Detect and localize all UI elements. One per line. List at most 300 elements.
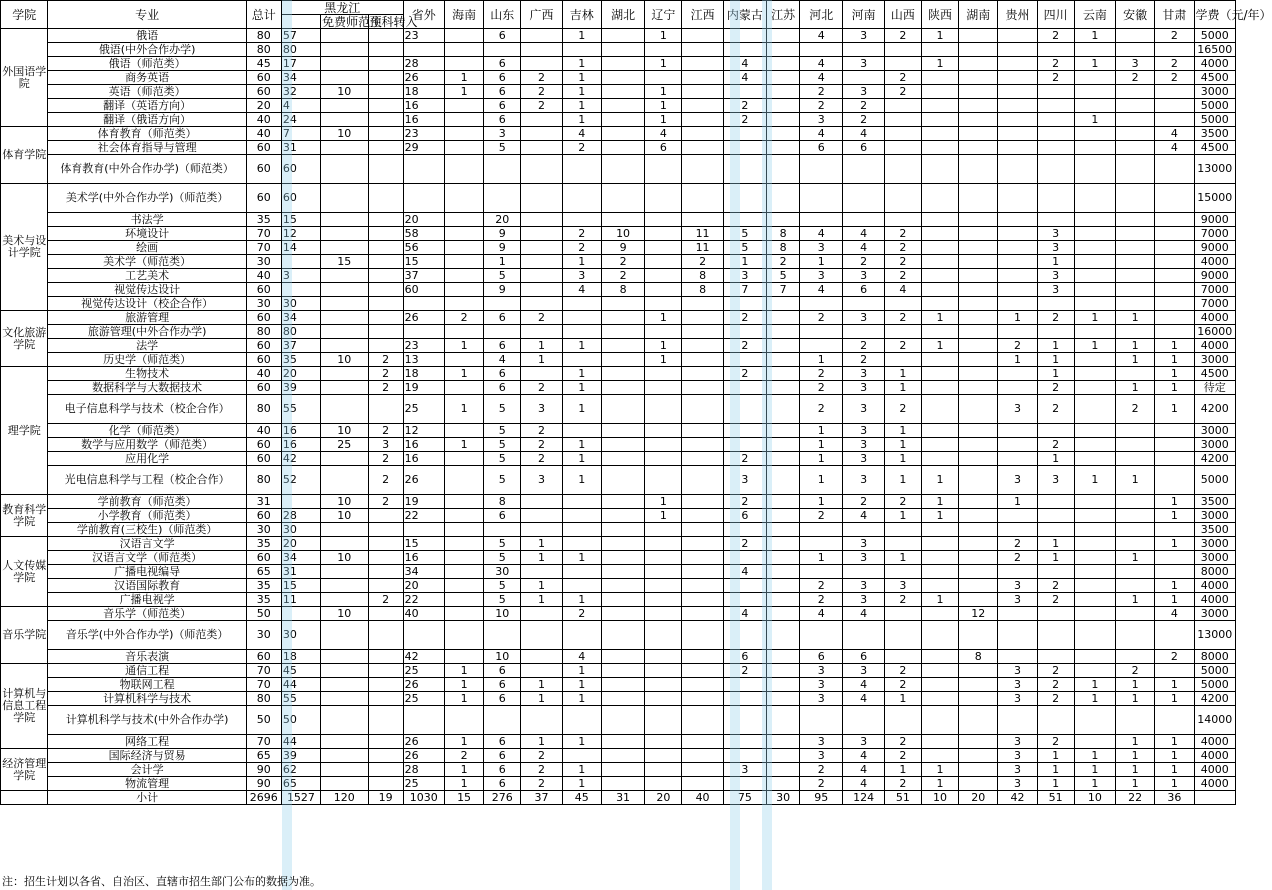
province-cell: 2 [1037,57,1074,71]
province-cell [921,227,958,241]
province-cell [921,241,958,255]
province-cell: 4 [723,607,766,621]
province-cell [444,283,483,297]
total-cell: 40 [246,424,281,438]
province-cell: 2 [998,339,1037,353]
province-cell [921,297,958,311]
province-cell [601,777,644,791]
province-cell [1116,29,1155,43]
mianfei-cell [321,593,368,607]
major-cell: 历史学（师范类） [48,353,246,367]
province-cell [645,241,682,255]
college-cell: 教育科学学院 [1,495,48,537]
province-cell: 1 [800,495,843,509]
province-cell: 2 [1037,664,1074,678]
province-cell [723,395,766,424]
shengwai-cell: 26 [403,678,444,692]
province-cell: 1 [884,763,921,777]
heilongjiang-cell: 20 [281,367,320,381]
province-cell: 1 [645,57,682,71]
province-cell: 2 [1037,438,1074,452]
province-cell [800,325,843,339]
shengwai-cell: 20 [403,579,444,593]
province-cell [601,749,644,763]
header-yuke: 预科转入 [369,14,418,29]
province-cell: 2 [884,495,921,509]
province-cell: 6 [484,664,521,678]
province-cell: 1 [800,424,843,438]
province-cell [682,311,723,325]
province-cell [444,650,483,664]
total-cell: 90 [246,777,281,791]
province-cell [645,227,682,241]
province-cell [484,325,521,339]
province-cell: 2 [444,311,483,325]
province-cell [601,735,644,749]
fee-cell: 3000 [1194,537,1235,551]
major-cell: 旅游管理(中外合作办学) [48,325,246,339]
province-cell [1116,297,1155,311]
province-cell: 3 [843,395,884,424]
province-cell [645,213,682,227]
heilongjiang-cell: 39 [281,749,320,763]
province-cell [998,255,1037,269]
province-cell: 1 [521,735,562,749]
province-cell [1116,85,1155,99]
province-cell [521,621,562,650]
province-cell [645,565,682,579]
province-cell [1116,184,1155,213]
province-cell: 1 [1155,339,1194,353]
province-cell [1074,227,1115,241]
province-cell [444,29,483,43]
mianfei-cell [321,339,368,353]
province-cell [921,452,958,466]
province-cell [998,621,1037,650]
heilongjiang-cell: 14 [281,241,320,255]
major-cell: 社会体育指导与管理 [48,141,246,155]
province-cell [444,353,483,367]
heilongjiang-cell: 20 [281,537,320,551]
province-cell: 3 [800,269,843,283]
mianfei-cell [321,283,368,297]
heilongjiang-cell: 34 [281,551,320,565]
yuke-cell [368,71,403,85]
province-cell: 3 [998,692,1037,706]
province-cell [998,381,1037,395]
province-cell: 3 [1037,269,1074,283]
shengwai-cell: 40 [403,607,444,621]
province-cell: 1 [521,339,562,353]
province-cell [444,99,483,113]
major-cell: 俄语(中外合作办学) [48,43,246,57]
province-cell [1074,452,1115,466]
province-cell [884,523,921,537]
province-cell [1116,227,1155,241]
province-cell: 1 [562,71,601,85]
province-cell: 2 [601,269,644,283]
table-row [1,551,1236,565]
major-cell: 广播电视编导 [48,565,246,579]
province-cell: 4 [800,57,843,71]
province-cell [601,551,644,565]
table-row [1,367,1236,381]
province-cell [484,621,521,650]
province-cell: 15 [444,791,483,805]
province-cell: 2 [1155,57,1194,71]
province-cell: 7 [767,283,800,297]
province-cell [767,297,800,311]
province-cell: 2 [884,227,921,241]
major-cell: 音乐学（师范类） [48,607,246,621]
province-cell [843,155,884,184]
province-cell: 1 [1074,29,1115,43]
shengwai-cell: 28 [403,763,444,777]
province-cell [1116,579,1155,593]
province-cell: 1 [562,29,601,43]
province-cell [921,127,958,141]
fee-cell: 4000 [1194,749,1235,763]
province-cell: 1 [444,438,483,452]
major-cell: 计算机科学与技术 [48,692,246,706]
province-cell: 1 [562,367,601,381]
heilongjiang-cell: 34 [281,311,320,325]
total-cell: 2696 [246,791,281,805]
province-cell [959,325,998,339]
total-cell: 60 [246,509,281,523]
province-cell: 4 [843,692,884,706]
mianfei-cell [321,184,368,213]
province-cell: 4 [645,127,682,141]
fee-cell: 5000 [1194,99,1235,113]
mianfei-cell [321,706,368,735]
province-cell [601,579,644,593]
province-cell [959,438,998,452]
province-cell [959,664,998,678]
province-cell [682,184,723,213]
fee-cell: 3500 [1194,523,1235,537]
province-cell: 2 [1037,311,1074,325]
province-cell: 1 [562,664,601,678]
province-cell [1074,71,1115,85]
yuke-cell: 19 [368,791,403,805]
province-cell [1116,255,1155,269]
province-cell: 1 [884,551,921,565]
province-cell [682,213,723,227]
province-cell [682,452,723,466]
province-cell [767,99,800,113]
province-cell: 1 [884,466,921,495]
province-cell [1116,495,1155,509]
province-cell: 3 [723,269,766,283]
major-cell: 汉语言文学 [48,537,246,551]
province-cell [1074,621,1115,650]
province-cell [998,43,1037,57]
yuke-cell [368,99,403,113]
total-cell: 70 [246,241,281,255]
province-cell [959,71,998,85]
subtotal-label: 小计 [48,791,246,805]
total-cell: 60 [246,353,281,367]
major-cell: 美术学（师范类） [48,255,246,269]
province-cell [682,424,723,438]
province-cell: 9 [484,227,521,241]
province-cell [682,763,723,777]
major-cell: 商务英语 [48,71,246,85]
yuke-cell [368,141,403,155]
shengwai-cell: 28 [403,57,444,71]
table-row [1,509,1236,523]
province-cell: 2 [1037,29,1074,43]
yuke-cell [368,678,403,692]
province-cell: 3 [843,269,884,283]
province-cell: 1 [562,466,601,495]
total-cell: 60 [246,155,281,184]
province-cell [959,227,998,241]
province-cell: 1 [645,29,682,43]
province-cell [1116,424,1155,438]
province-cell: 1 [521,551,562,565]
province-cell [959,57,998,71]
yuke-cell [368,325,403,339]
province-cell [521,664,562,678]
province-cell [1074,706,1115,735]
province-cell [723,381,766,395]
major-cell: 广播电视学 [48,593,246,607]
province-cell [1155,85,1194,99]
province-cell: 1 [1116,692,1155,706]
mianfei-cell: 10 [321,551,368,565]
heilongjiang-cell: 11 [281,593,320,607]
heilongjiang-cell [281,495,320,509]
province-cell: 1 [1074,57,1115,71]
province-cell [800,565,843,579]
province-cell [800,297,843,311]
province-cell [601,99,644,113]
province-cell: 2 [884,29,921,43]
province-cell [444,184,483,213]
heilongjiang-cell: 4 [281,99,320,113]
province-cell [601,607,644,621]
province-cell [1074,438,1115,452]
table-row [1,593,1236,607]
province-cell: 3 [843,57,884,71]
province-cell: 45 [562,791,601,805]
province-cell [444,255,483,269]
province-cell [562,325,601,339]
heilongjiang-cell: 52 [281,466,320,495]
province-cell: 4 [843,678,884,692]
province-cell [601,495,644,509]
mianfei-cell [321,763,368,777]
province-cell: 1 [1116,311,1155,325]
total-cell: 60 [246,650,281,664]
province-cell: 4 [843,227,884,241]
province-cell: 4 [800,607,843,621]
province-cell: 20 [484,213,521,227]
province-cell [682,381,723,395]
province-cell [800,339,843,353]
heilongjiang-cell: 57 [281,29,320,43]
province-cell: 1 [921,466,958,495]
province-cell [444,551,483,565]
province-cell [767,43,800,57]
province-cell: 2 [1116,395,1155,424]
province-cell: 11 [682,241,723,255]
major-cell: 物联网工程 [48,678,246,692]
major-cell: 书法学 [48,213,246,227]
province-cell [1116,113,1155,127]
province-cell [959,452,998,466]
header-province: 山西 [884,1,921,29]
province-cell: 1 [1116,593,1155,607]
province-cell [1074,43,1115,57]
province-cell [444,466,483,495]
province-cell: 2 [884,311,921,325]
province-cell [682,565,723,579]
province-cell: 1 [444,735,483,749]
province-cell: 1 [444,692,483,706]
province-cell: 10 [601,227,644,241]
province-cell [682,593,723,607]
province-cell [723,579,766,593]
province-cell [998,607,1037,621]
shengwai-cell [403,155,444,184]
table-row [1,466,1236,495]
major-cell: 网络工程 [48,735,246,749]
province-cell [1155,283,1194,297]
province-cell [1037,650,1074,664]
province-cell [884,537,921,551]
yuke-cell [368,43,403,57]
heilongjiang-cell: 24 [281,113,320,127]
province-cell [444,537,483,551]
total-cell: 50 [246,706,281,735]
province-cell [1074,141,1115,155]
province-cell [800,43,843,57]
province-cell [1155,184,1194,213]
table-row [1,607,1236,621]
yuke-cell [368,227,403,241]
province-cell [959,706,998,735]
province-cell [921,621,958,650]
province-cell: 2 [521,749,562,763]
province-cell [723,621,766,650]
province-cell: 3 [998,678,1037,692]
province-cell [682,621,723,650]
shengwai-cell: 15 [403,255,444,269]
major-cell: 翻译（英语方向） [48,99,246,113]
province-cell [484,155,521,184]
shengwai-cell: 25 [403,692,444,706]
mianfei-cell [321,749,368,763]
province-cell [843,297,884,311]
province-cell [521,213,562,227]
province-cell [682,735,723,749]
major-cell: 通信工程 [48,664,246,678]
province-cell [723,551,766,565]
province-cell: 2 [884,664,921,678]
province-cell [767,551,800,565]
fee-cell: 3000 [1194,85,1235,99]
fee-cell: 3000 [1194,438,1235,452]
province-cell [959,297,998,311]
province-cell: 4 [843,509,884,523]
major-cell: 应用化学 [48,452,246,466]
table-row [1,777,1236,791]
table-row [1,269,1236,283]
header-heilongjiang: 黑龙江 [281,1,403,15]
province-cell: 1 [1037,353,1074,367]
province-cell [723,353,766,367]
province-cell [1074,367,1115,381]
province-cell [521,509,562,523]
total-cell: 65 [246,749,281,763]
province-cell: 1 [1074,339,1115,353]
province-cell: 3 [1037,283,1074,297]
province-cell: 2 [1037,692,1074,706]
province-cell [601,141,644,155]
province-cell [1116,565,1155,579]
province-cell [682,537,723,551]
province-cell [921,113,958,127]
province-cell [723,777,766,791]
province-cell [521,495,562,509]
province-cell [921,523,958,537]
province-cell: 4 [562,283,601,297]
table-row [1,565,1236,579]
province-cell [645,325,682,339]
province-cell [682,297,723,311]
province-cell [921,381,958,395]
province-cell: 1 [1116,466,1155,495]
province-cell: 5 [723,241,766,255]
province-cell: 2 [1037,71,1074,85]
province-cell: 1 [645,311,682,325]
major-cell: 绘画 [48,241,246,255]
province-cell: 1 [1037,537,1074,551]
province-cell: 2 [843,353,884,367]
province-cell: 7 [723,283,766,297]
province-cell: 1 [800,438,843,452]
major-cell: 翻译（俄语方向） [48,113,246,127]
total-cell: 60 [246,311,281,325]
province-cell [1155,311,1194,325]
province-cell [921,565,958,579]
yuke-cell [368,537,403,551]
yuke-cell [368,269,403,283]
table-row [1,184,1236,213]
province-cell: 1 [562,452,601,466]
fee-cell: 14000 [1194,706,1235,735]
mianfei-cell [321,269,368,283]
province-cell: 2 [884,593,921,607]
province-cell [601,155,644,184]
province-cell [998,367,1037,381]
header-province: 四川 [1037,1,1074,29]
province-cell: 6 [484,29,521,43]
province-cell [1116,650,1155,664]
province-cell [959,537,998,551]
province-cell: 1 [444,367,483,381]
mianfei-cell [321,113,368,127]
province-cell [562,353,601,367]
fee-cell: 7000 [1194,297,1235,311]
shengwai-cell: 25 [403,664,444,678]
province-cell [998,269,1037,283]
total-cell: 60 [246,339,281,353]
province-cell: 3 [843,381,884,395]
